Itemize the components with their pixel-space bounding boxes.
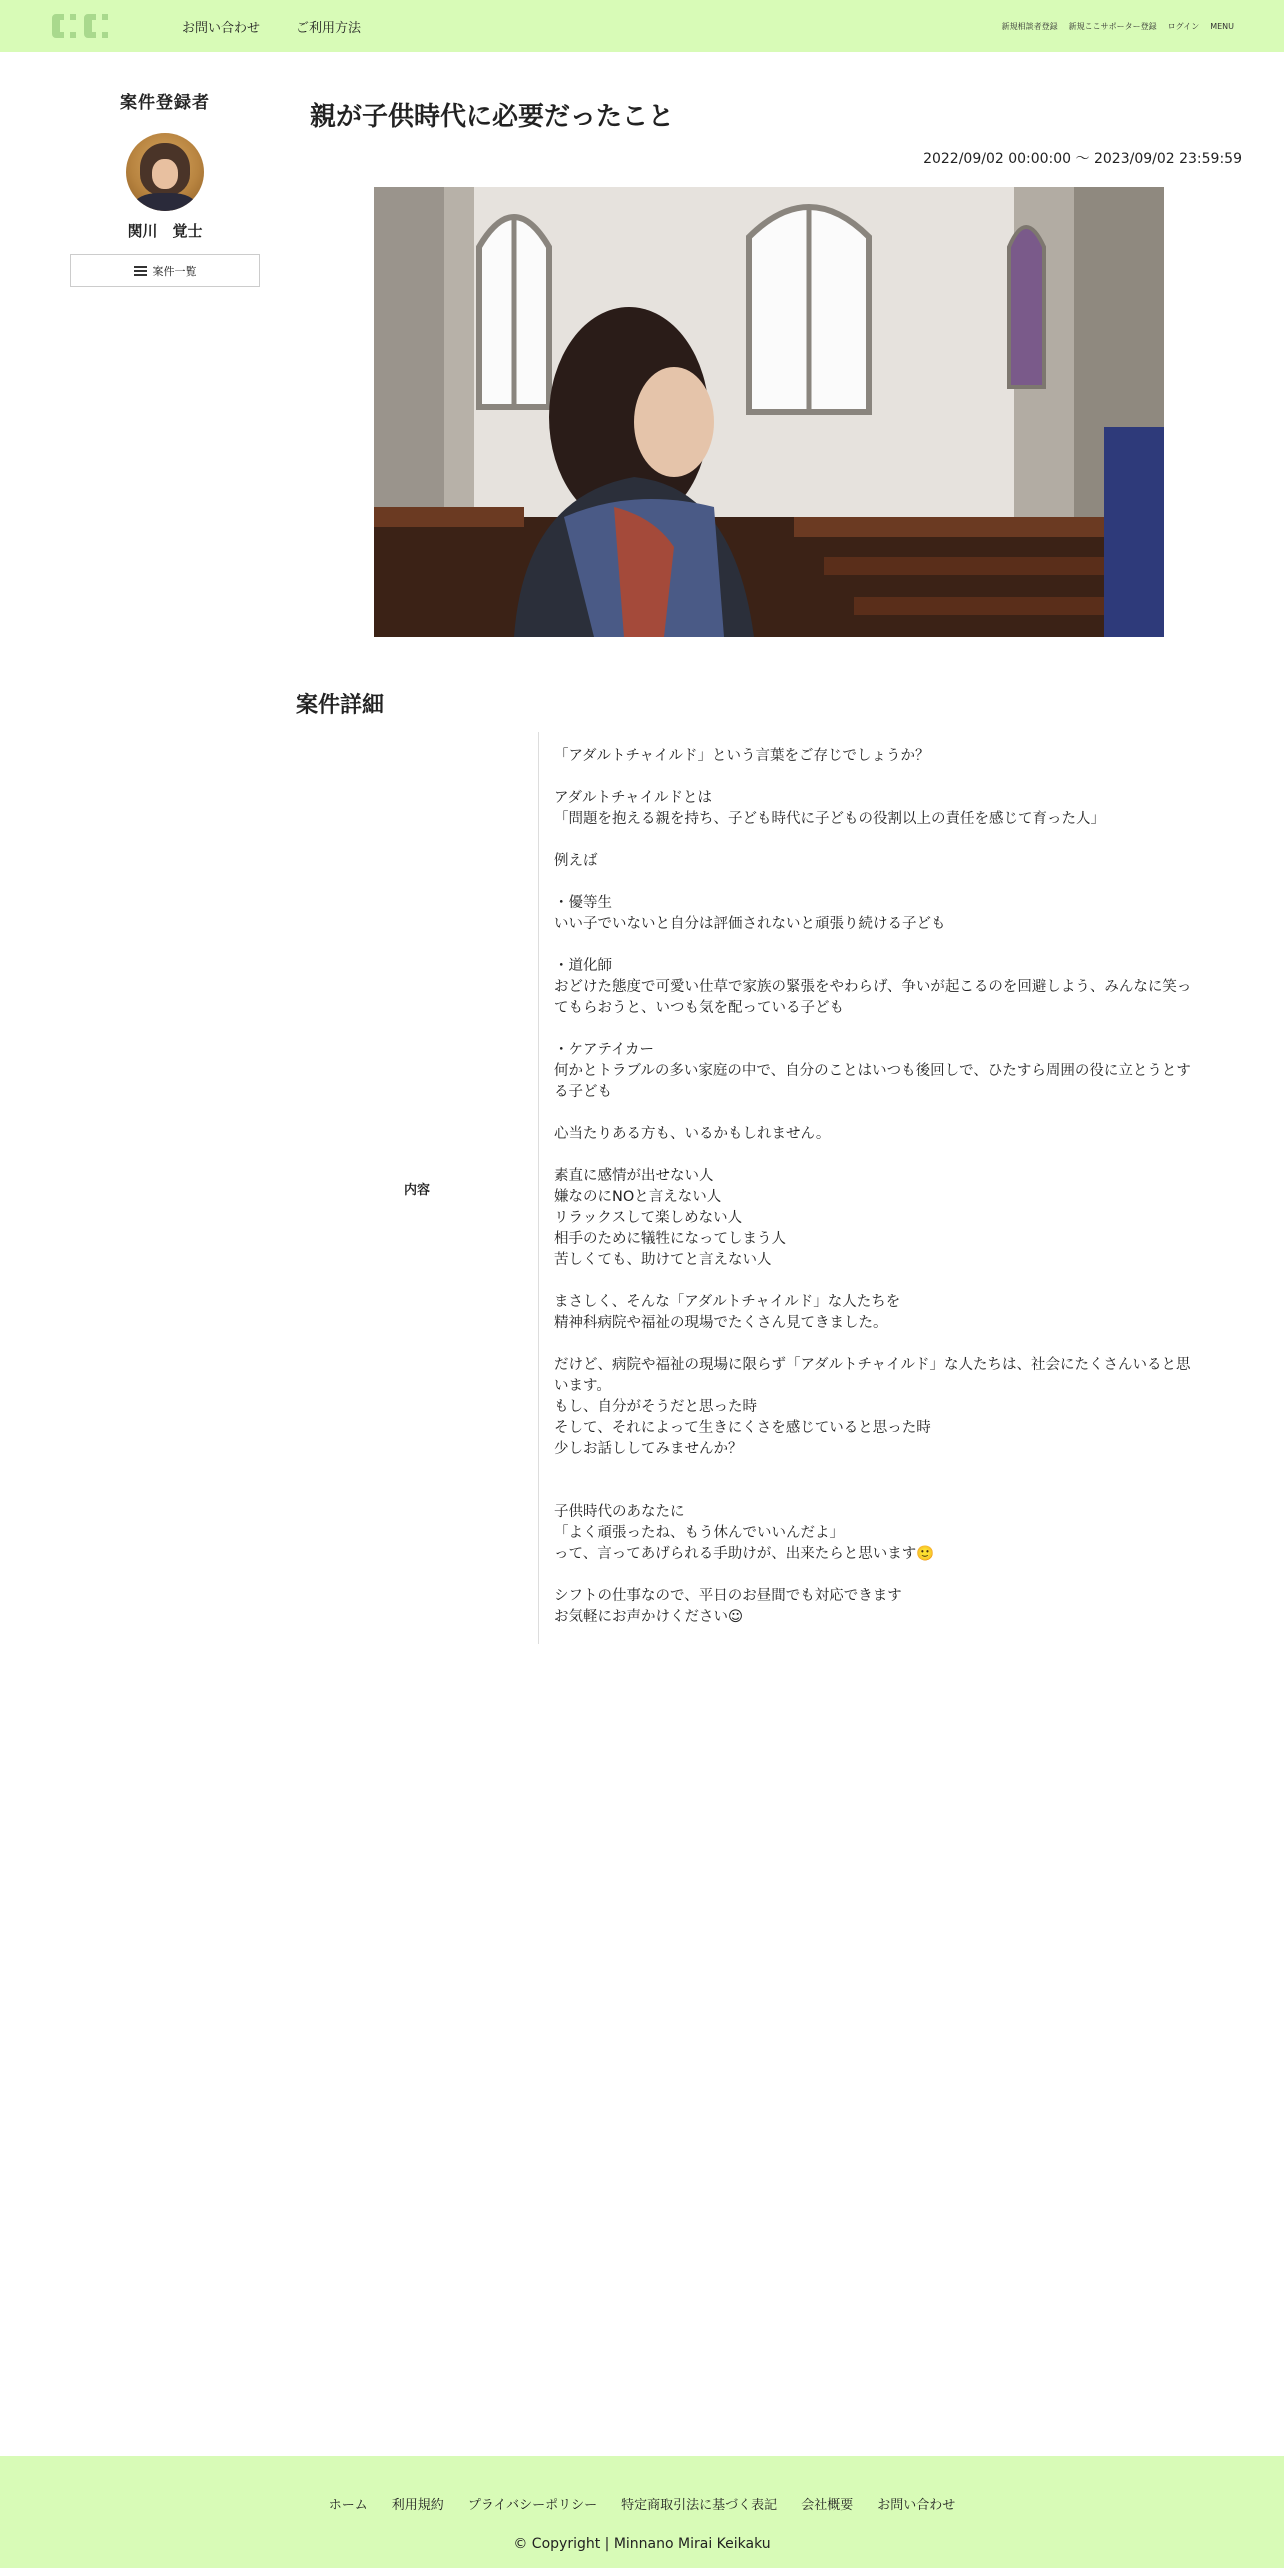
detail-line: [554, 1460, 1204, 1481]
detail-line: って、言ってあげられる手助けが、出来たらと思います🙂: [554, 1546, 935, 1562]
detail-line: 精神科病院や福祉の現場でたくさん見てきました。: [554, 1315, 888, 1331]
project-list-button[interactable]: [70, 254, 260, 287]
project-detail-heading: 案件詳細: [296, 693, 385, 718]
nav-register-consultant-link[interactable]: 新規相談者登録: [1001, 21, 1058, 31]
footer-link-home[interactable]: ホーム: [328, 2498, 368, 2513]
detail-line: シフトの仕事なので、平日のお昼間でも対応できます: [554, 1588, 902, 1604]
detail-line: [554, 1334, 1204, 1355]
detail-line: 少しお話ししてみませんか？: [554, 1441, 743, 1457]
detail-line: [554, 1103, 1204, 1124]
list-icon: [134, 266, 147, 276]
detail-line: [554, 935, 1204, 956]
project-list-button-label: 案件一覧: [152, 264, 197, 278]
detail-line: [554, 830, 1204, 851]
detail-line: [554, 872, 1204, 893]
site-footer: [0, 2456, 1284, 2568]
footer-link-privacy[interactable]: プライバシーポリシー: [467, 2498, 598, 2513]
detail-line: ・優等生: [554, 895, 612, 911]
detail-line: [554, 1145, 1204, 1166]
detail-line: 素直に感情が出せない人: [554, 1168, 714, 1184]
detail-line: [554, 1565, 1204, 1586]
detail-line: ・道化師: [554, 958, 612, 974]
detail-content-label: 内容: [296, 732, 539, 1644]
detail-line: [554, 1271, 1204, 1292]
site-header: [0, 0, 1284, 52]
detail-line: [554, 1481, 1204, 1502]
project-period: 2022/09/02 00:00:00 ～ 2023/09/02 23:59:59: [923, 151, 1242, 167]
registrant-heading: 案件登録者: [120, 93, 210, 113]
detail-line: ・ケアテイカー: [554, 1042, 655, 1058]
footer-link-contact[interactable]: お問い合わせ: [877, 2498, 956, 2513]
header-main-nav: [182, 0, 361, 52]
nav-login-link[interactable]: ログイン: [1167, 21, 1200, 31]
detail-content-text: [554, 746, 1204, 1628]
detail-line: 例えば: [554, 853, 598, 869]
footer-link-terms[interactable]: 利用規約: [391, 2498, 444, 2513]
copyright-text: © Copyright | Minnano Mirai Keikaku: [513, 2536, 771, 2552]
detail-line: 「アダルトチャイルド」という言葉をご存じでしょうか？: [554, 748, 930, 764]
church-photo-illustration: [374, 187, 1164, 637]
detail-line: 子供時代のあなたに: [554, 1504, 685, 1520]
detail-line: そして、それによって生きにくさを感じていると思った時: [554, 1420, 931, 1436]
detail-line: 何かとトラブルの多い家庭の中で、自分のことはいつも後回しで、ひたすら周囲の役に立とうとする子ども: [554, 1063, 1191, 1100]
detail-line: 「よく頑張ったね、もう休んでいいんだよ」: [554, 1525, 844, 1541]
project-hero-image: [374, 187, 1164, 637]
detail-line: [554, 767, 1204, 788]
detail-line: だけど、病院や福祉の現場に限らず「アダルトチャイルド」な人たちは、社会にたくさんいると思います。: [554, 1357, 1191, 1394]
footer-nav: [0, 2494, 1284, 2513]
detail-line: 相手のために犠牲になってしまう人: [554, 1231, 786, 1247]
detail-line: まさしく、そんな「アダルトチャイルド」な人たちを: [554, 1294, 901, 1310]
nav-register-supporter-link[interactable]: 新規ここサポーター登録: [1068, 21, 1157, 31]
detail-line: リラックスして楽しめない人: [554, 1210, 743, 1226]
detail-line: 苦しくても、助けてと言えない人: [554, 1252, 772, 1268]
registrant-name[interactable]: 関川 覚士: [127, 222, 203, 240]
page-title: 親が子供時代に必要だったこと: [310, 102, 675, 132]
header-account-nav: [1002, 0, 1234, 52]
detail-line: もし、自分がそうだと思った時: [554, 1399, 757, 1415]
nav-menu-button[interactable]: MENU: [1210, 21, 1234, 31]
detail-line: アダルトチャイルドとは: [554, 790, 713, 806]
detail-line: おどけた態度で可愛い仕草で家族の緊張をやわらげ、争いが起こるのを回避しよう、みんなに笑ってもらおうと、いつも気を配っている子ども: [554, 979, 1192, 1016]
detail-line: お気軽にお声かけください☺: [554, 1609, 744, 1625]
detail-line: [554, 1019, 1204, 1040]
nav-how-to-use-link[interactable]: ご利用方法: [296, 20, 362, 36]
detail-line: 嫌なのにNOと言えない人: [554, 1189, 722, 1205]
registrant-sidebar: [70, 88, 260, 287]
detail-line: 「問題を抱える親を持ち、子ども時代に子どもの役割以上の責任を感じて育った人」: [554, 811, 1105, 827]
project-detail-table: [296, 732, 1216, 1644]
detail-line: 心当たりある方も、いるかもしれません。: [554, 1126, 831, 1142]
detail-line: いい子でいないと自分は評価されないと頑張り続ける子ども: [554, 916, 946, 932]
footer-link-company[interactable]: 会社概要: [801, 2498, 854, 2513]
nav-contact-link[interactable]: お問い合わせ: [182, 20, 261, 36]
footer-link-commerce-law[interactable]: 特定商取引法に基づく表記: [621, 2498, 778, 2513]
avatar[interactable]: [126, 133, 204, 211]
site-logo[interactable]: [52, 10, 112, 42]
